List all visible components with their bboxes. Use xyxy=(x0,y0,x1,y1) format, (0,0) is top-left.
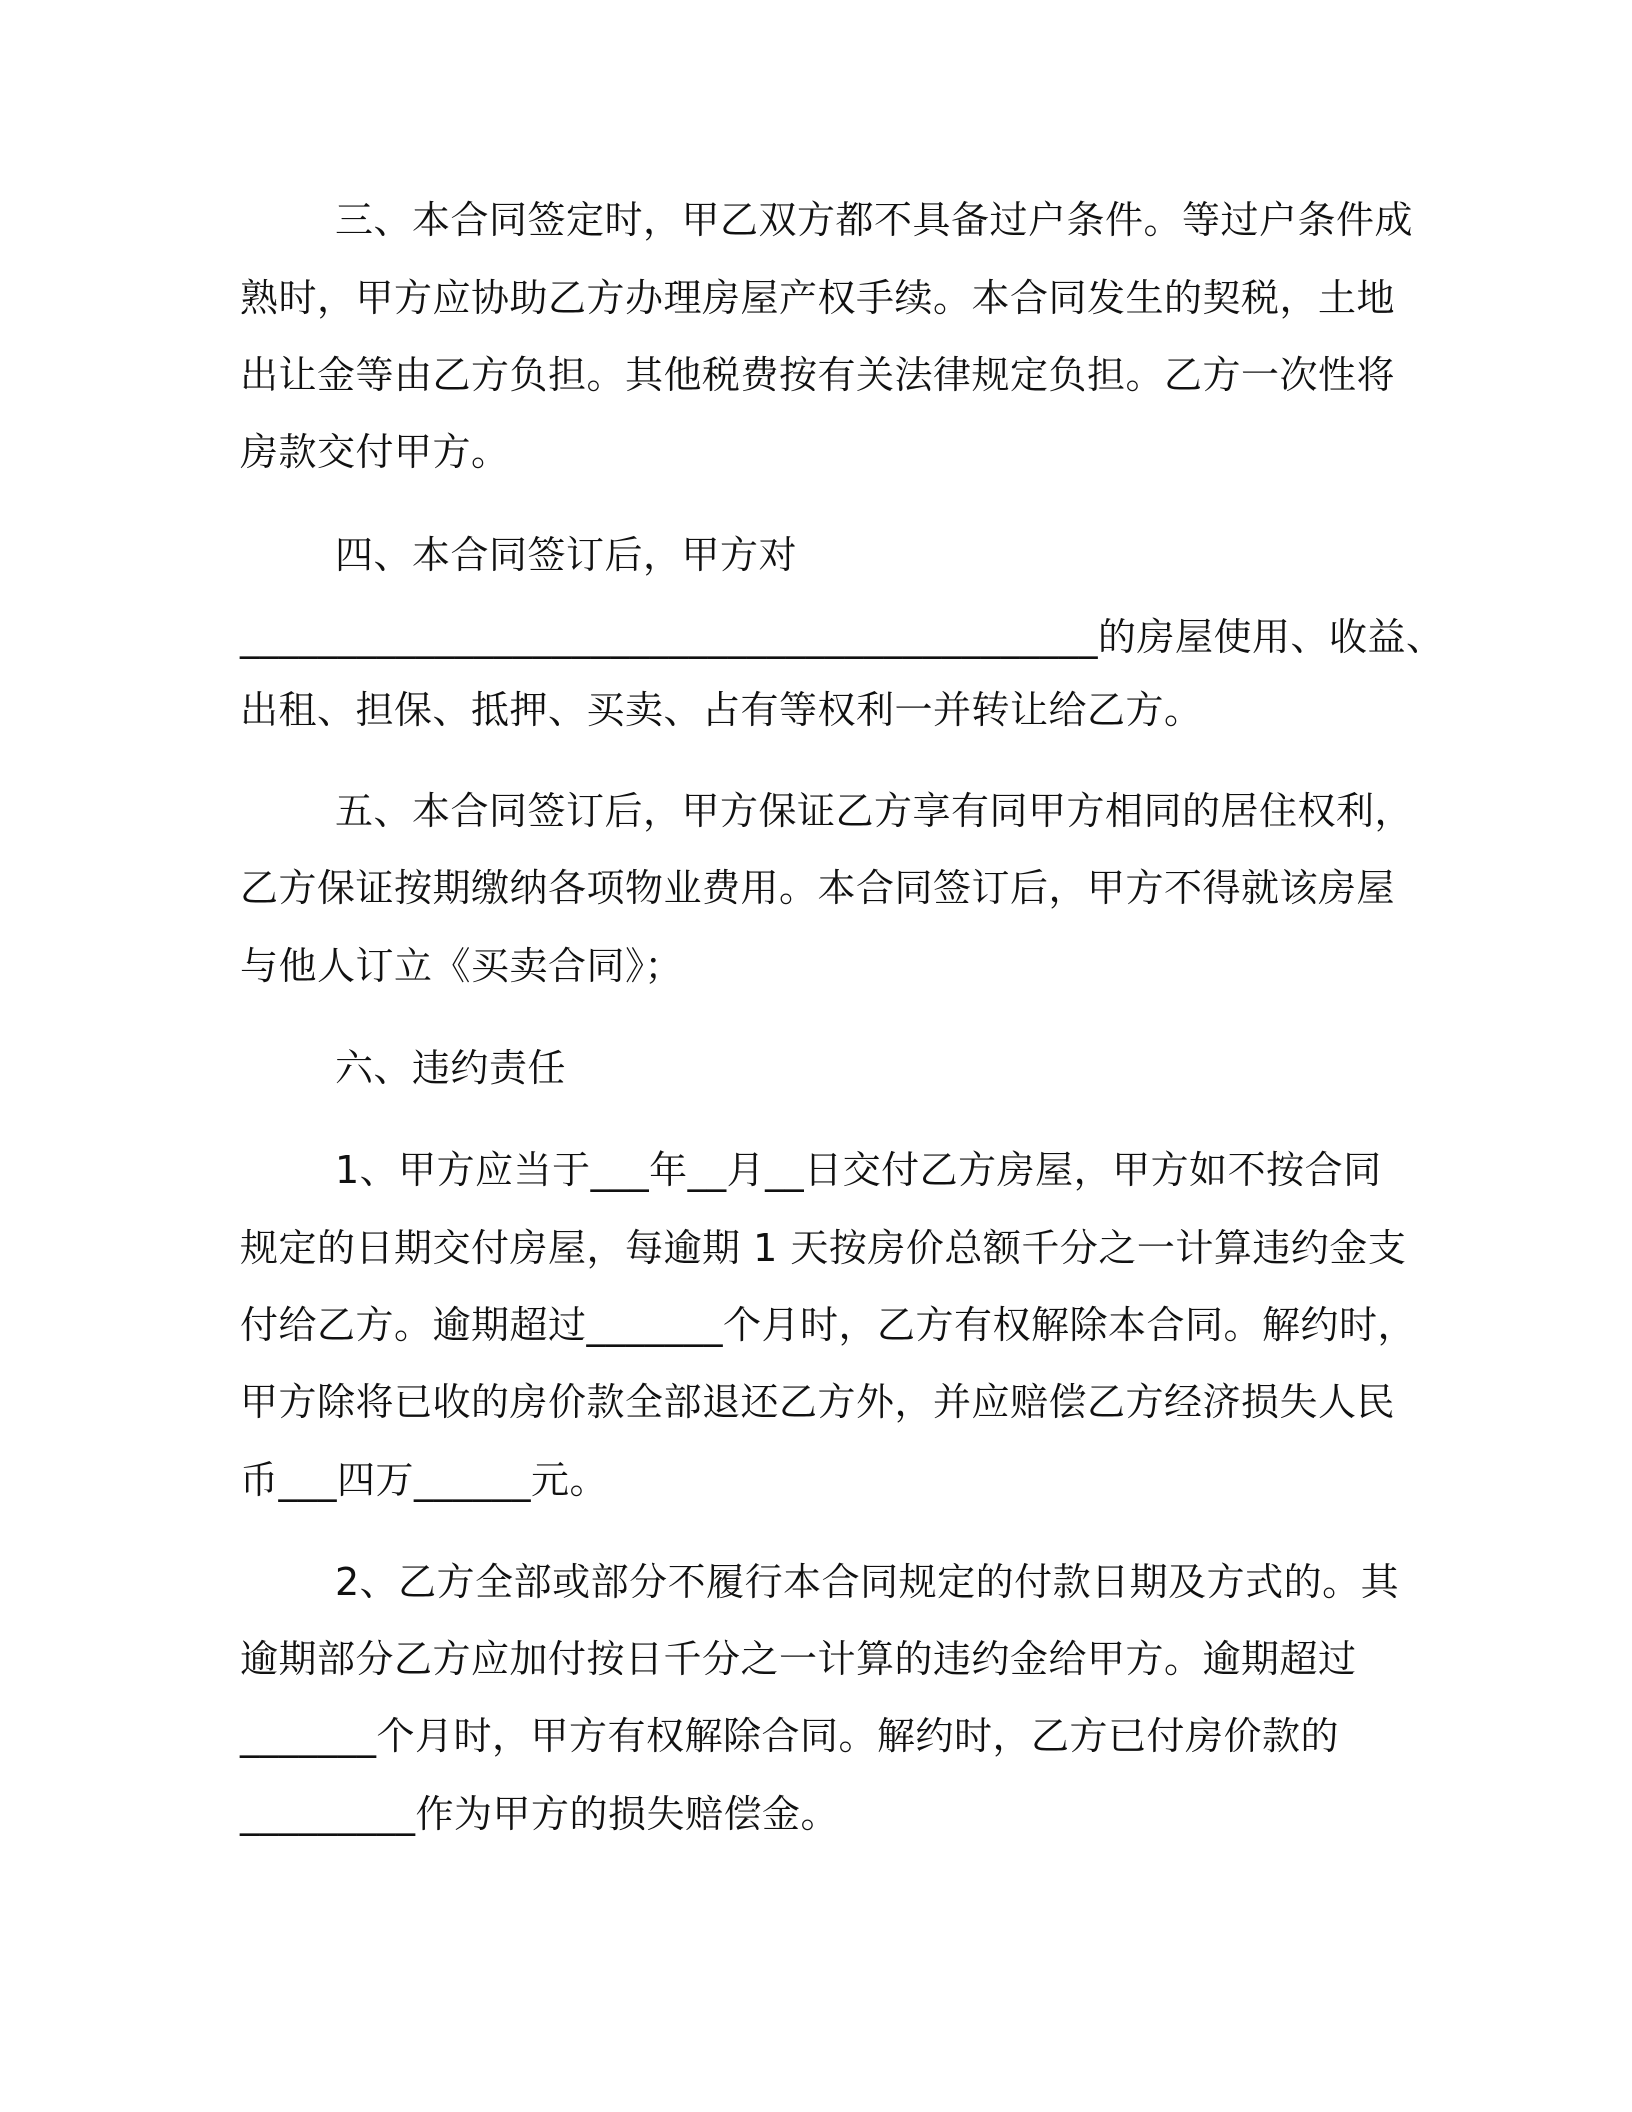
clause-5-line-1: 五、本合同签订后，甲方保证乙方享有同甲方相同的居住权利， xyxy=(335,789,1414,833)
clause-3-line-3: 出让金等由乙方负担。其他税费按有关法律规定负担。乙方一次性将 xyxy=(240,353,1396,397)
clause-6-1-line-3: 付给乙方。逾期超过_______个月时，乙方有权解除本合同。解约时， xyxy=(240,1303,1417,1347)
clause-5-line-3: 与他人订立《买卖合同》； xyxy=(240,944,684,988)
clause-6-2-line-4: _________作为甲方的损失赔偿金。 xyxy=(240,1792,840,1836)
clause-3-line-4: 房款交付甲方。 xyxy=(240,430,510,474)
clause-6-2-line-3: _______个月时，甲方有权解除合同。解约时，乙方已付房价款的 xyxy=(240,1714,1340,1758)
clause-5-line-2: 乙方保证按期缴纳各项物业费用。本合同签订后，甲方不得就该房屋 xyxy=(240,866,1396,910)
clause-6-1-line-4: 甲方除将已收的房价款全部退还乙方外，并应赔偿乙方经济损失人民 xyxy=(240,1380,1396,1424)
clause-4-line-1: 四、本合同签订后，甲方对 xyxy=(335,533,798,577)
clause-4-line-2: ____________________________________________的房屋使用、收益、 xyxy=(240,615,1445,659)
clause-3-line-2: 熟时，甲方应协助乙方办理房屋产权手续。本合同发生的契税，土地 xyxy=(240,276,1396,320)
clause-6-2-line-1: 2、乙方全部或部分不履行本合同规定的付款日期及方式的。其 xyxy=(335,1560,1400,1604)
clause-4-line-3: 出租、担保、抵押、买卖、占有等权利一并转让给乙方。 xyxy=(240,688,1203,732)
clause-6-2-line-2: 逾期部分乙方应加付按日千分之一计算的违约金给甲方。逾期超过 xyxy=(240,1637,1357,1681)
clause-6-1-line-5: 币___四万______元。 xyxy=(240,1458,609,1502)
clause-3-line-1: 三、本合同签定时，甲乙双方都不具备过户条件。等过户条件成 xyxy=(335,198,1414,242)
clause-6-heading: 六、违约责任 xyxy=(335,1046,567,1090)
clause-6-1-line-2: 规定的日期交付房屋，每逾期 1 天按房价总额千分之一计算违约金支 xyxy=(240,1226,1407,1270)
clause-6-1-line-1: 1、甲方应当于___年__月__日交付乙方房屋，甲方如不按合同 xyxy=(335,1148,1382,1192)
